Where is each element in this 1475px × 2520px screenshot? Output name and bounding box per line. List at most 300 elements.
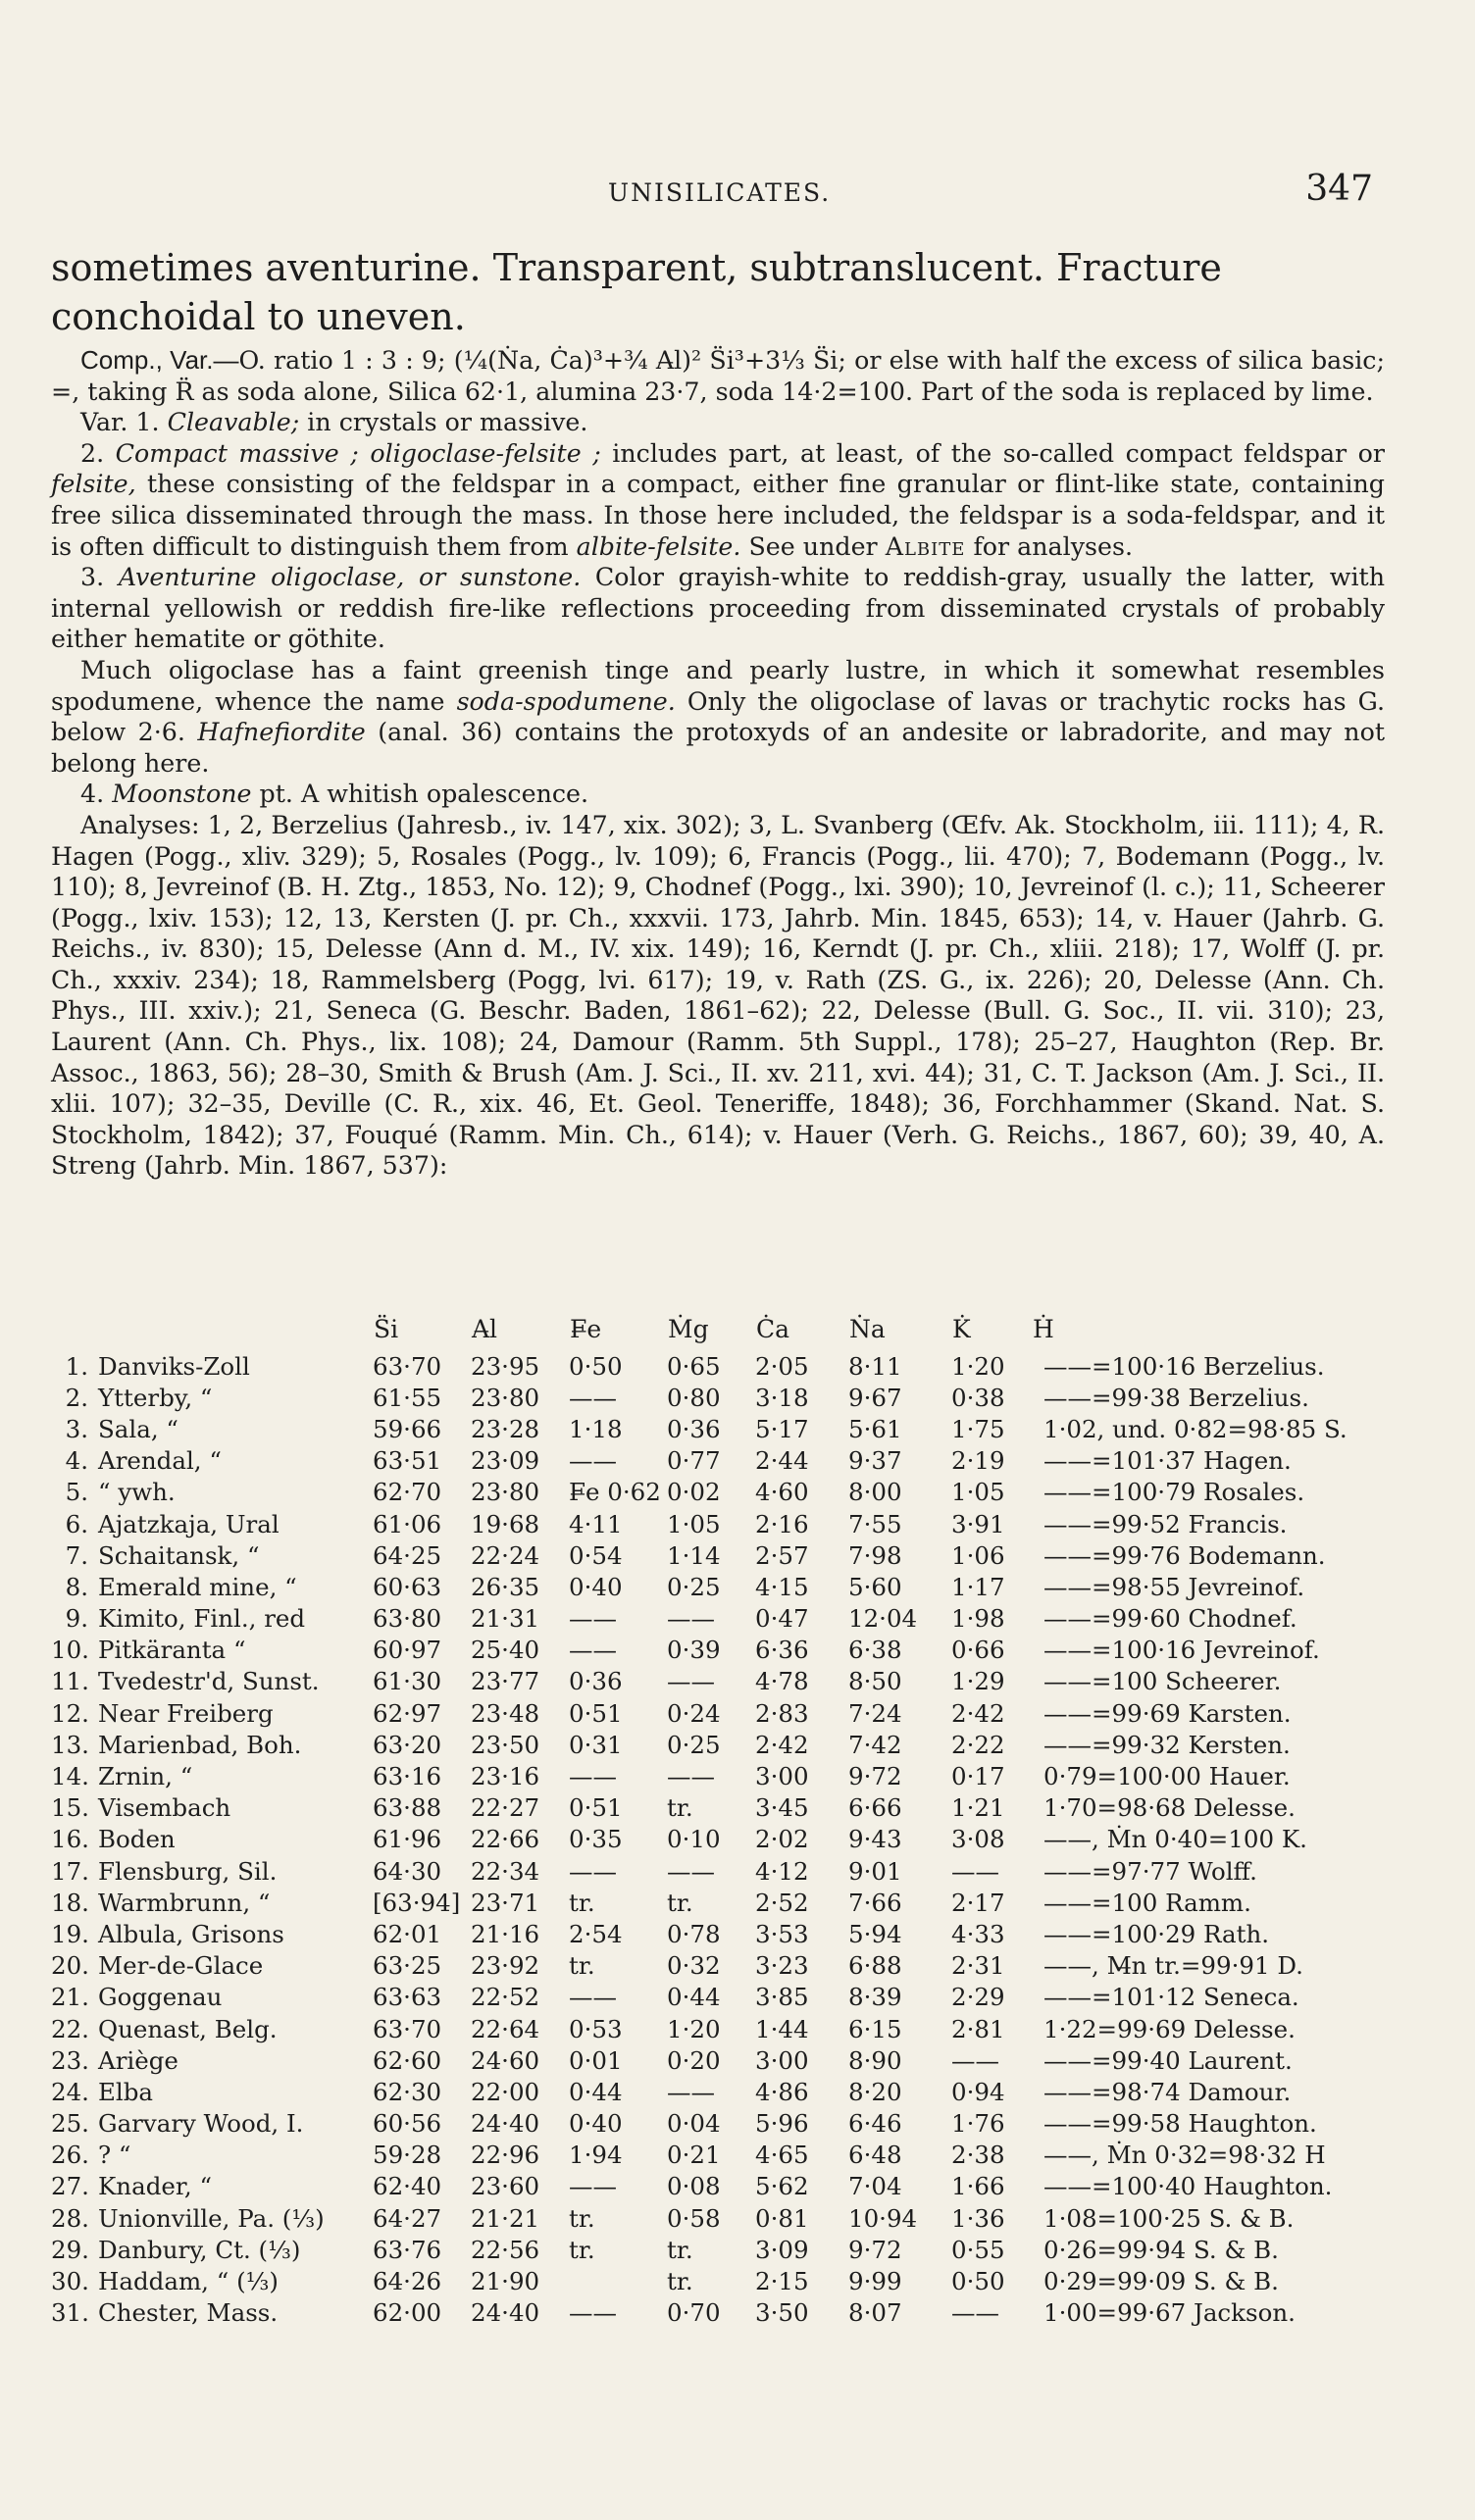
ca-value: 2·57 <box>755 1540 809 1570</box>
var2-albite: Albite <box>885 531 966 561</box>
locality: Zrnin, “ <box>98 1762 193 1791</box>
analyses-table <box>51 1307 1385 2329</box>
row-number: 1. <box>65 1351 88 1381</box>
na-value: 8·39 <box>848 1983 902 2012</box>
k-value: —— <box>951 1856 999 1886</box>
k-value: 2·22 <box>951 1730 1005 1759</box>
ca-value: 3·00 <box>755 1762 809 1791</box>
ca-value: 5·96 <box>755 2109 809 2139</box>
locality: ? “ <box>98 2141 131 2170</box>
mg-value: tr. <box>667 1793 693 1823</box>
locality: Marienbad, Boh. <box>98 1730 302 1759</box>
var2-text-c: See under <box>740 531 886 561</box>
fe-value: 0·51 <box>569 1793 623 1823</box>
fe-value <box>569 2265 667 2296</box>
table-row <box>51 1918 1385 1949</box>
remainder: 0·79=100·00 Hauer. <box>1043 1762 1291 1791</box>
k-value: 1·17 <box>951 1572 1005 1601</box>
var4-head: 4. <box>80 780 113 809</box>
fe-value: 0·53 <box>569 2014 623 2043</box>
si-value: [63·94] <box>373 1888 461 1917</box>
remainder: ——=100·79 Rosales. <box>1043 1478 1305 1507</box>
k-value: 1·21 <box>951 1793 1005 1823</box>
mg-value: 0·10 <box>667 1825 721 1854</box>
header-al: A̶l <box>472 1314 498 1343</box>
table-row <box>51 2044 1385 2076</box>
row-number: 16. <box>51 1825 89 1854</box>
table-row <box>51 1603 1385 1635</box>
header-blank-num <box>51 1307 98 1350</box>
table-row <box>51 1666 1385 1697</box>
table-row <box>51 1887 1385 1918</box>
locality: Near Freiberg <box>98 1698 274 1728</box>
k-value: 3·08 <box>951 1825 1005 1854</box>
locality: Garvary Wood, I. <box>98 2109 304 2139</box>
mg-value: 0·24 <box>667 1698 721 1728</box>
k-value: 3·91 <box>951 1509 1005 1538</box>
fe-value: 0·54 <box>569 1540 623 1570</box>
na-value: 7·24 <box>848 1698 902 1728</box>
locality: Schaitansk, “ <box>98 1540 260 1570</box>
na-value: 8·00 <box>848 1478 902 1507</box>
remainder: ——=99·32 Kersten. <box>1043 1730 1291 1759</box>
remainder: 1·02, und. 0·82=98·85 S. <box>1043 1414 1348 1443</box>
locality: Goggenau <box>98 1983 223 2012</box>
fe-value: 0·35 <box>569 1825 623 1854</box>
running-head: UNISILICATES. <box>608 178 832 207</box>
row-number: 28. <box>51 2203 89 2233</box>
al-value: 22·64 <box>471 2014 540 2043</box>
comp-label: Comp., Var.— <box>80 345 239 375</box>
remainder: ——=98·55 Jevreinof. <box>1043 1572 1305 1601</box>
header-si: S̈i <box>374 1314 399 1343</box>
row-number: 27. <box>51 2172 89 2201</box>
si-value: 64·26 <box>373 2267 442 2296</box>
ca-value: 1·44 <box>755 2014 809 2043</box>
locality: Quenast, Belg. <box>98 2014 278 2043</box>
table-row <box>51 2108 1385 2140</box>
table-row <box>51 2234 1385 2265</box>
locality: Ytterby, “ <box>98 1383 213 1412</box>
mg-value: 0·08 <box>667 2172 721 2201</box>
al-value: 24·40 <box>471 2109 540 2139</box>
row-number: 21. <box>51 1983 89 2012</box>
table-header <box>51 1307 1385 1350</box>
al-value: 23·60 <box>471 2172 540 2201</box>
ca-value: 2·44 <box>755 1446 809 1476</box>
si-value: 62·01 <box>373 1919 442 1948</box>
row-number: 4. <box>65 1446 88 1476</box>
remainder: ——=100·29 Rath. <box>1043 1919 1270 1948</box>
remainder: ——=99·60 Chodnef. <box>1043 1604 1297 1634</box>
row-number: 29. <box>51 2235 89 2264</box>
remainder: ——, Ṁn 0·32=98·32 H <box>1043 2141 1326 2170</box>
row-number: 3. <box>65 1414 88 1443</box>
var2-albite-felsite: albite-felsite. <box>576 531 741 561</box>
header-row <box>51 1307 1385 1350</box>
al-value: 21·21 <box>471 2203 540 2233</box>
si-value: 61·06 <box>373 1509 442 1538</box>
al-value: 22·96 <box>471 2141 540 2170</box>
na-value: 10·94 <box>848 2203 918 2233</box>
na-value: 5·61 <box>848 1414 902 1443</box>
al-value: 26·35 <box>471 1572 540 1601</box>
ca-value: 4·78 <box>755 1667 809 1696</box>
var2-text-b: these consisting of the feldspar in a compact, either fine granular or flint-like state, containing free silica disseminated through the mass. In those here included, the feldspar is a soda-feldspar, and it is often difficult to distinguish them from <box>51 470 1385 561</box>
fe-value: 0·40 <box>569 1572 623 1601</box>
locality: Danviks-Zoll <box>98 1351 250 1381</box>
table-row <box>51 1539 1385 1571</box>
var2-name: Compact massive ; oligoclase-felsite ; <box>115 438 601 468</box>
k-value: 0·94 <box>951 2077 1005 2106</box>
na-value: 7·42 <box>848 1730 902 1759</box>
ca-value: 4·15 <box>755 1572 809 1601</box>
fe-value: 0·40 <box>569 2109 623 2139</box>
comp-paragraph <box>51 345 1385 407</box>
header-blank-loc <box>98 1307 373 1350</box>
na-value: 6·48 <box>848 2141 902 2170</box>
al-value: 23·71 <box>471 1888 540 1917</box>
si-value: 61·55 <box>373 1383 442 1412</box>
remainder: 1·22=99·69 Delesse. <box>1043 2014 1296 2043</box>
locality: Danbury, Ct. (⅓) <box>98 2235 301 2264</box>
locality: Elba <box>98 2077 154 2106</box>
si-value: 59·28 <box>373 2141 442 2170</box>
locality: Emerald mine, “ <box>98 1572 297 1601</box>
k-value: 2·19 <box>951 1446 1005 1476</box>
remainder: ——=101·12 Seneca. <box>1043 1983 1299 2012</box>
fe-value: 0·31 <box>569 1730 623 1759</box>
na-value: 9·43 <box>848 1825 902 1854</box>
mg-value: 1·14 <box>667 1540 721 1570</box>
si-value: 63·70 <box>373 1351 442 1381</box>
remainder: ——=99·69 Karsten. <box>1043 1698 1292 1728</box>
remainder: 1·00=99·67 Jackson. <box>1043 2298 1296 2328</box>
fe-value: —— <box>569 1383 617 1412</box>
k-value: 0·66 <box>951 1636 1005 1665</box>
mg-value: 0·36 <box>667 1414 721 1443</box>
body-text <box>51 345 1385 1182</box>
ca-value: 2·15 <box>755 2267 809 2296</box>
si-value: 59·66 <box>373 1414 442 1443</box>
al-value: 23·95 <box>471 1351 540 1381</box>
remainder: ——=101·37 Hagen. <box>1043 1446 1292 1476</box>
fe-value: —— <box>569 1856 617 1886</box>
remainder: ——=100·40 Haughton. <box>1043 2172 1333 2201</box>
var3-text: Color grayish-white to reddish-gray, usually the latter, with internal yellowish or reddish fire-like reflections proceeding from disseminated crystals of probably either hematite or göthite. <box>51 563 1385 654</box>
ca-value: 2·05 <box>755 1351 809 1381</box>
row-number: 15. <box>51 1793 89 1823</box>
row-number: 9. <box>65 1604 88 1634</box>
ca-value: 2·16 <box>755 1509 809 1538</box>
al-value: 22·52 <box>471 1983 540 2012</box>
header-ca: Ċa <box>756 1314 790 1343</box>
al-value: 24·40 <box>471 2298 540 2328</box>
var1-head: Var. 1. <box>80 408 168 437</box>
page-header <box>49 165 1373 214</box>
ca-value: 2·52 <box>755 1888 809 1917</box>
al-value: 22·66 <box>471 1825 540 1854</box>
mg-value: —— <box>667 1667 715 1696</box>
al-value: 23·16 <box>471 1762 540 1791</box>
na-value: 9·99 <box>848 2267 902 2296</box>
fe-value: 1·18 <box>569 1414 623 1443</box>
na-value: 6·88 <box>848 1951 902 1981</box>
mg-value: tr. <box>667 2267 693 2296</box>
remainder: ——=97·77 Wolff. <box>1043 1856 1257 1886</box>
locality: Pitkäranta “ <box>98 1636 246 1665</box>
row-number: 7. <box>65 1540 88 1570</box>
si-value: 63·88 <box>373 1793 442 1823</box>
header-h: Ḣ <box>1033 1314 1054 1343</box>
fe-value: 0·50 <box>569 1351 623 1381</box>
row-number: 22. <box>51 2014 89 2043</box>
remainder: 0·29=99·09 S. & B. <box>1043 2267 1279 2296</box>
si-value: 62·70 <box>373 1478 442 1507</box>
var3-name: Aventurine oligoclase, or sunstone. <box>118 563 582 592</box>
na-value: 9·67 <box>848 1383 902 1412</box>
ca-value: 4·86 <box>755 2077 809 2106</box>
na-value: 5·60 <box>848 1572 902 1601</box>
k-value: 1·66 <box>951 2172 1005 2201</box>
table-row <box>51 1760 1385 1791</box>
locality: Kimito, Finl., red <box>98 1604 306 1634</box>
fe-value: 4·11 <box>569 1509 623 1538</box>
row-number: 19. <box>51 1919 89 1948</box>
table-row <box>51 1350 1385 1382</box>
fe-value: tr. <box>569 1951 595 1981</box>
mg-value: —— <box>667 1604 715 1634</box>
fe-value: —— <box>569 2172 617 2201</box>
na-value: 9·01 <box>848 1856 902 1886</box>
locality: Boden <box>98 1825 176 1854</box>
locality: Flensburg, Sil. <box>98 1856 278 1886</box>
ca-value: 2·02 <box>755 1825 809 1854</box>
locality: Visembach <box>98 1793 231 1823</box>
locality: Warmbrunn, “ <box>98 1888 271 1917</box>
fe-value: F̶e 0·62 <box>569 1478 661 1507</box>
mg-value: 0·70 <box>667 2298 721 2328</box>
var4-paragraph <box>51 779 1385 810</box>
na-value: 7·55 <box>848 1509 902 1538</box>
mg-value: 0·65 <box>667 1351 721 1381</box>
fe-value: 2·54 <box>569 1919 623 1948</box>
row-number: 6. <box>65 1509 88 1538</box>
much-text-c: (anal. 36) contains the protoxyds of an andesite or labradorite, and may not belong here. <box>51 718 1385 778</box>
na-value: 9·72 <box>848 2235 902 2264</box>
si-value: 63·70 <box>373 2014 442 2043</box>
na-value: 7·98 <box>848 1540 902 1570</box>
si-value: 63·76 <box>373 2235 442 2264</box>
table-body <box>51 1350 1385 2329</box>
ca-value: 4·12 <box>755 1856 809 1886</box>
row-number: 31. <box>51 2298 89 2328</box>
ca-value: 2·83 <box>755 1698 809 1728</box>
al-value: 21·31 <box>471 1604 540 1634</box>
si-value: 63·25 <box>373 1951 442 1981</box>
row-number: 24. <box>51 2077 89 2106</box>
fe-value: tr. <box>569 1888 595 1917</box>
var4-text: pt. A whitish opalescence. <box>251 780 589 809</box>
var2-felsite: felsite, <box>51 470 136 499</box>
si-value: 61·30 <box>373 1667 442 1696</box>
al-value: 23·92 <box>471 1951 540 1981</box>
table-row <box>51 2076 1385 2107</box>
si-value: 62·30 <box>373 2077 442 2106</box>
na-value: 9·37 <box>848 1446 902 1476</box>
table-row <box>51 1571 1385 1602</box>
ca-value: 3·18 <box>755 1383 809 1412</box>
remainder: ——, Ṁn 0·40=100 K. <box>1043 1825 1307 1854</box>
header-mg: Ṁg <box>668 1314 709 1343</box>
fe-value: tr. <box>569 2203 595 2233</box>
si-value: 63·51 <box>373 1446 442 1476</box>
much-text-b: Only the oligoclase of lavas or trachytic rocks has G. below 2·6. <box>51 686 1385 747</box>
mg-value: 0·44 <box>667 1983 721 2012</box>
locality: Arendal, “ <box>98 1446 222 1476</box>
si-value: 63·63 <box>373 1983 442 2012</box>
remainder: ——, M̶n tr.=99·91 D. <box>1043 1951 1303 1981</box>
lead-paragraph: sometimes aventurine. Transparent, subtranslucent. Fracture conchoidal to uneven. <box>51 246 1222 338</box>
table-row <box>51 1508 1385 1539</box>
var3-paragraph <box>51 562 1385 655</box>
much-hafnefiordite: Hafnefiordite <box>197 718 366 747</box>
fe-value: 0·51 <box>569 1698 623 1728</box>
al-value: 23·28 <box>471 1414 540 1443</box>
mg-value: —— <box>667 1856 715 1886</box>
fe-value: —— <box>569 2298 617 2328</box>
ca-value: 5·17 <box>755 1414 809 1443</box>
analyses-paragraph: Analyses: 1, 2, Berzelius (Jahresb., iv. 147, xix. 302); 3, L. Svanberg (Œfv. Ak. Stockholm, iii. 111); 4, R. Hagen (Pogg., xliv. 329); 5, Rosales (Pogg., lv. 109); 6, Francis (Pogg., lii. 470); 7, Bodemann (Pogg., lv. 110); 8, Jevreinof (B. H. Ztg., 1853, No. 12); 9, Chodnef (Pogg., lxi. 390); 10, Jevreinof (l. c.); 11, Scheerer (Pogg., lxiv. 153); 12, 13, Kersten (J. pr. Ch., xxxvii. 173, Jahrb. Min. 1845, 653); 14, v. Hauer (Jahrb. G. Reichs., iv. 830); 15, Delesse (Ann d. M., IV. xix. 149); 16, Kerndt (J. pr. Ch., xliii. 218); 17, Wolff (J. pr. Ch., xxxiv. 234); 18, Rammelsberg (Pogg, lvi. 617); 19, v. Rath (ZS. G., ix. 226); 20, Delesse (Ann. Ch. Phys., III. xxiv.); 21, Seneca (G. Beschr. Baden, 1861–62); 22, Delesse (Bull. G. Soc., II. vii. 310); 23, Laurent (Ann. Ch. Phys., lix. 108); 24, Damour (Ramm. 5th Suppl., 178); 25–27, Haughton (Rep. Br. Assoc., 1863, 56); 28–30, Smith & Brush (Am. J. Sci., II. xv. 211, xvi. 44); 31, C. T. Jackson (Am. J. Sci., II. xlii. 107); 32–35, Deville (C. R., xix. 46, Et. Geol. Teneriffe, 1848); 36, Forchhammer (Skand. Nat. S. Stockholm, 1842); 37, Fouqué (Ramm. Min. Ch., 614); v. Hauer (Verh. G. Reichs., 1867, 60); 39, 40, A. Streng (Jahrb. Min. 1867, 537): <box>51 810 1385 1181</box>
si-value: 60·63 <box>373 1572 442 1601</box>
fe-value: —— <box>569 1762 617 1791</box>
row-number: 30. <box>51 2267 89 2296</box>
remainder: 1·08=100·25 S. & B. <box>1043 2203 1295 2233</box>
locality: “ ywh. <box>98 1478 176 1507</box>
si-value: 63·20 <box>373 1730 442 1759</box>
locality: Sala, “ <box>98 1414 178 1443</box>
ca-value: 4·65 <box>755 2141 809 2170</box>
table-row <box>51 1697 1385 1729</box>
k-value: 0·38 <box>951 1383 1005 1412</box>
mg-value: 0·02 <box>667 1478 721 1507</box>
fe-value: 0·36 <box>569 1667 623 1696</box>
remainder: ——=98·74 Damour. <box>1043 2077 1292 2106</box>
na-value: 6·15 <box>848 2014 902 2043</box>
locality: Chester, Mass. <box>98 2298 279 2328</box>
locality: Unionville, Pa. (⅓) <box>98 2203 325 2233</box>
na-value: 6·66 <box>848 1793 902 1823</box>
remainder: ——=100 Scheerer. <box>1043 1667 1282 1696</box>
var1-paragraph <box>51 407 1385 438</box>
mg-value: tr. <box>667 1888 693 1917</box>
header-na: Ṅa <box>849 1314 886 1343</box>
al-value: 23·80 <box>471 1478 540 1507</box>
ca-value: 3·50 <box>755 2298 809 2328</box>
remainder: ——=99·58 Haughton. <box>1043 2109 1317 2139</box>
k-value: 2·81 <box>951 2014 1005 2043</box>
k-value: 0·17 <box>951 1762 1005 1791</box>
locality: Mer-de-Glace <box>98 1951 264 1981</box>
row-number: 11. <box>51 1667 89 1696</box>
ca-value: 5·62 <box>755 2172 809 2201</box>
locality: Albula, Grisons <box>98 1919 284 1948</box>
var1-name: Cleavable; <box>167 408 300 437</box>
remainder: ——=100·16 Berzelius. <box>1043 1351 1325 1381</box>
si-value: 63·16 <box>373 1762 442 1791</box>
fe-value: —— <box>569 1983 617 2012</box>
al-value: 25·40 <box>471 1636 540 1665</box>
mg-value: 0·21 <box>667 2141 721 2170</box>
mg-value: 0·39 <box>667 1636 721 1665</box>
table-row <box>51 2171 1385 2202</box>
table-row <box>51 1382 1385 1413</box>
ca-value: 3·85 <box>755 1983 809 2012</box>
table-row <box>51 2013 1385 2044</box>
al-value: 23·48 <box>471 1698 540 1728</box>
analyses-table-wrap <box>51 1307 1385 2329</box>
fe-value: 1·94 <box>569 2141 623 2170</box>
si-value: 64·25 <box>373 1540 442 1570</box>
na-value: 8·50 <box>848 1667 902 1696</box>
fe-value: 0·01 <box>569 2045 623 2075</box>
row-number: 18. <box>51 1888 89 1917</box>
na-value: 6·38 <box>848 1636 902 1665</box>
page-number: 347 <box>1305 169 1373 209</box>
remainder: ——=99·76 Bodemann. <box>1043 1540 1326 1570</box>
ca-value: 3·53 <box>755 1919 809 1948</box>
row-number: 20. <box>51 1951 89 1981</box>
fe-value: tr. <box>569 2235 595 2264</box>
mg-value: 0·78 <box>667 1919 721 1948</box>
much-text-a: Much oligoclase has a faint greenish tinge and pearly lustre, in which it somewhat resembles spodumene, whence the name <box>51 655 1385 716</box>
na-value: 8·20 <box>848 2077 902 2106</box>
si-value: 62·40 <box>373 2172 442 2201</box>
al-value: 21·90 <box>471 2267 540 2296</box>
si-value: 64·27 <box>373 2203 442 2233</box>
si-value: 62·60 <box>373 2045 442 2075</box>
remainder: 0·26=99·94 S. & B. <box>1043 2235 1279 2264</box>
header-k: K̇ <box>952 1314 971 1343</box>
mg-value: 0·25 <box>667 1572 721 1601</box>
ca-value: 2·42 <box>755 1730 809 1759</box>
row-number: 14. <box>51 1762 89 1791</box>
si-value: 61·96 <box>373 1825 442 1854</box>
k-value: 1·20 <box>951 1351 1005 1381</box>
k-value: 1·06 <box>951 1540 1005 1570</box>
table-row <box>51 1950 1385 1982</box>
mg-value: tr. <box>667 2235 693 2264</box>
header-fe: F̶e <box>570 1314 602 1343</box>
table-row <box>51 1855 1385 1887</box>
mg-value: —— <box>667 1762 715 1791</box>
na-value: 6·46 <box>848 2109 902 2139</box>
al-value: 22·34 <box>471 1856 540 1886</box>
k-value: —— <box>951 2045 999 2075</box>
k-value: 1·36 <box>951 2203 1005 2233</box>
row-number: 13. <box>51 1730 89 1759</box>
al-value: 24·60 <box>471 2045 540 2075</box>
ca-value: 3·45 <box>755 1793 809 1823</box>
row-number: 2. <box>65 1383 88 1412</box>
much-soda-spodumene: soda-spodumene. <box>456 686 676 716</box>
si-value: 60·56 <box>373 2109 442 2139</box>
locality: Knader, “ <box>98 2172 212 2201</box>
ca-value: 0·47 <box>755 1604 809 1634</box>
k-value: 1·76 <box>951 2109 1005 2139</box>
table-row <box>51 2140 1385 2171</box>
si-value: 60·97 <box>373 1636 442 1665</box>
